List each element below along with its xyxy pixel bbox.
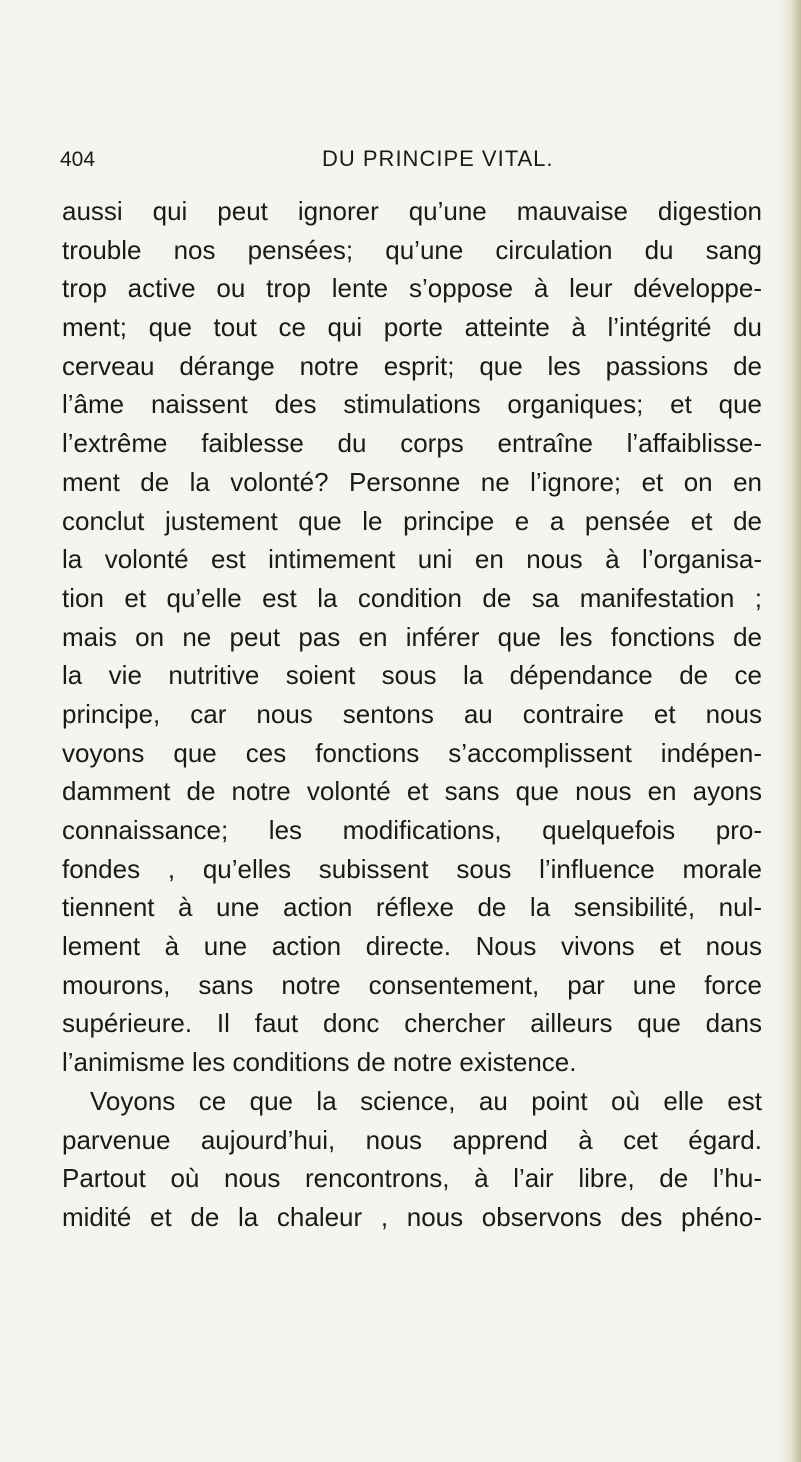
- text-line: l’âme naissent des stimulations organiques; et que: [62, 389, 762, 420]
- text-line: trouble nos pensées; qu’une circulation du sang: [62, 234, 762, 265]
- text-line: midité et de la chaleur , nous observons des phéno-: [62, 1201, 762, 1232]
- text-line: ment de la volonté? Personne ne l’ignore; et on en: [62, 466, 762, 497]
- text-line: principe, car nous sentons au contraire et nous: [62, 698, 762, 729]
- text-line: la volonté est intimement uni en nous à l’organisa-: [62, 544, 762, 575]
- body-text: [62, 192, 762, 1237]
- text-line: voyons que ces fonctions s’accomplissent indépen-: [62, 737, 762, 768]
- text-line: tiennent à une action réflexe de la sensibilité, nul-: [62, 892, 762, 923]
- text-line: ment; que tout ce qui porte atteinte à l’intégrité du: [62, 312, 762, 343]
- text-line: damment de notre volonté et sans que nous en ayons: [62, 776, 762, 807]
- text-line: mais on ne peut pas en inférer que les fonctions de: [62, 621, 762, 652]
- page-edge-shadow: [779, 0, 801, 1462]
- text-line: tion et qu’elle est la condition de sa manifestation ;: [62, 582, 762, 613]
- text-line: supérieure. Il faut donc chercher ailleurs que dans: [62, 1008, 762, 1039]
- page-header: [60, 146, 760, 176]
- paragraph-end-line: l’animisme les conditions de notre existence.: [62, 1047, 577, 1078]
- text-line: aussi qui peut ignorer qu’une mauvaise digestion: [62, 196, 762, 226]
- text-line: l’extrême faiblesse du corps entraîne l’affaiblisse-: [62, 428, 762, 459]
- paragraph-start-line: Voyons ce que la science, au point où elle est: [90, 1085, 762, 1116]
- text-line: trop active ou trop lente s’oppose à leur développe-: [62, 273, 762, 304]
- text-line: la vie nutritive soient sous la dépendance de ce: [62, 660, 762, 691]
- text-line: Partout où nous rencontrons, à l’air libre, de l’hu-: [62, 1163, 762, 1194]
- text-line: mourons, sans notre consentement, par une force: [62, 969, 762, 1000]
- text-line: connaissance; les modifications, quelquefois pro-: [62, 815, 762, 845]
- text-line: fondes , qu’elles subissent sous l’influence morale: [62, 853, 762, 884]
- text-line: parvenue aujourd’hui, nous apprend à cet égard.: [62, 1124, 762, 1155]
- page-number: 404: [60, 148, 96, 171]
- running-head: DU PRINCIPE VITAL.: [322, 146, 554, 171]
- text-line: cerveau dérange notre esprit; que les passions de: [62, 350, 762, 381]
- text-line: conclut justement que le principe e a pensée et de: [62, 505, 762, 536]
- text-line: lement à une action directe. Nous vivons et nous: [62, 931, 762, 962]
